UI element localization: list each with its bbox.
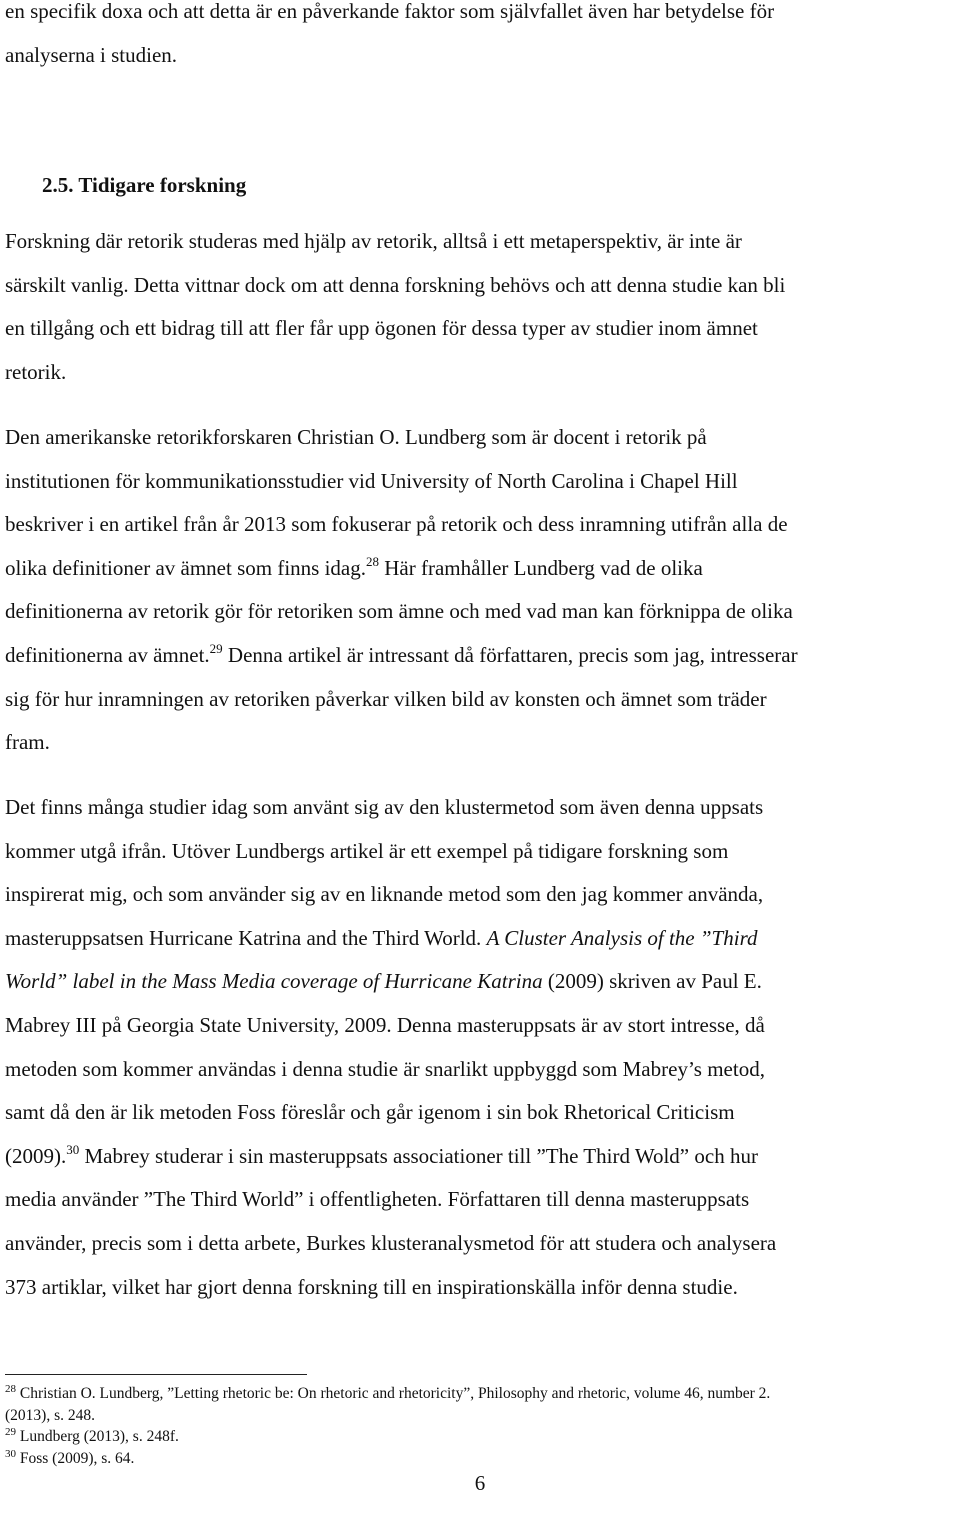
footnote-ref-30[interactable]: 30 — [66, 1141, 80, 1157]
text-span: masteruppsatsen Hurricane Katrina and the Third World. — [5, 925, 487, 950]
footnote-text: Christian O. Lundberg, ”Letting rhetoric be: On rhetoric and rhetoricity”, Philosophy and rhetoric, volume 46, number 2. — [16, 1385, 771, 1402]
text-line: använder, precis som i detta arbete, Burkes klusteranalysmetod för att studera och analysera — [5, 1230, 777, 1255]
page-number: 6 — [474, 1471, 486, 1495]
text-line — [5, 634, 955, 678]
footnote-ref-29[interactable]: 29 — [209, 640, 223, 656]
text-line: metoden som kommer användas i denna studie är snarlikt uppbyggd som Mabrey’s metod, — [5, 1056, 765, 1081]
thesis-title-italic: World” label in the Mass Media coverage of Hurricane Katrina — [5, 969, 543, 994]
text-line — [5, 960, 955, 1004]
text-line: Mabrey III på Georgia State University, 2009. Denna masteruppsats är av stort intresse, då — [5, 1012, 765, 1037]
text-line: definitionerna av retorik gör för retoriken som ämne och med vad man kan förknippa de olika — [5, 599, 793, 624]
text-line: institutionen för kommunikationsstudier vid University of North Carolina i Chapel Hill — [5, 468, 738, 493]
top-paragraph — [5, 0, 955, 77]
text-span: Mabrey studerar i sin masteruppsats associationer till ”The Third Wold” och hur — [79, 1143, 758, 1168]
paragraph-cluster-method — [5, 786, 955, 1309]
text-line: Det finns många studier idag som använt sig av den klustermetod som även denna uppsats — [5, 795, 764, 819]
footnote-text: Foss (2009), s. 64. — [16, 1449, 135, 1467]
footnote-30 — [5, 1448, 955, 1470]
paragraph-prior-research — [5, 220, 955, 394]
footnote-text: Lundberg (2013), s. 248f. — [16, 1428, 179, 1445]
text-line: media använder ”The Third World” i offentligheten. Författaren till denna masteruppsats — [5, 1187, 750, 1212]
paragraph-lundberg — [5, 416, 955, 765]
text-line: en tillgång och ett bidrag till att fler får upp ögonen för dessa typer av studier inom ämnet — [5, 316, 758, 341]
text-line: inspirerat mig, och som använder sig av en liknande metod som den jag kommer använda, — [5, 882, 764, 907]
text-line: sig för hur inramningen av retoriken påverkar vilken bild av konsten och ämnet som träder — [5, 686, 767, 711]
text-line — [5, 1135, 955, 1179]
section-heading: 2.5. Tidigare forskning — [42, 173, 247, 197]
text-line — [5, 547, 955, 591]
footnote-28 — [5, 1383, 955, 1405]
text-line — [5, 917, 955, 961]
text-line: särskilt vanlig. Detta vittnar dock om att denna forskning behövs och att denna studie kan bli — [5, 272, 786, 297]
text-line: 373 artiklar, vilket har gjort denna forskning till en inspirationskälla inför denna studie. — [5, 1274, 738, 1299]
text-line: analyserna i studien. — [5, 42, 178, 67]
text-span: olika definitioner av ämnet som finns idag. — [5, 555, 366, 580]
footnote-ref-28[interactable]: 28 — [366, 553, 379, 569]
footnote-number: 30 — [5, 1447, 16, 1460]
text-line: beskriver i en artikel från år 2013 som fokuserar på retorik och dess inramning utifrån alla de — [5, 512, 788, 537]
text-span: definitionerna av ämnet. — [5, 642, 210, 667]
text-line: kommer utgå ifrån. Utöver Lundbergs artikel är ett exempel på tidigare forskning som — [5, 838, 729, 863]
text-line: Forskning där retorik studeras med hjälp av retorik, alltså i ett metaperspektiv, är inte är — [5, 229, 742, 253]
text-span: (2009) skriven av Paul E. — [542, 969, 762, 994]
footnote-29 — [5, 1426, 955, 1448]
text-span: Denna artikel är intressant då författaren, precis som jag, intresserar — [222, 642, 798, 667]
text-line: Den amerikanske retorikforskaren Christian O. Lundberg som är docent i retorik på — [5, 425, 707, 449]
footnote-separator — [5, 1374, 307, 1375]
footnotes — [5, 1383, 955, 1469]
text-line: fram. — [5, 730, 50, 755]
footnote-text-continued: (2013), s. 248. — [5, 1406, 95, 1424]
text-line: samt då den är lik metoden Foss föreslår och går igenom i sin bok Rhetorical Criticism — [5, 1100, 735, 1125]
text-span: Här framhåller Lundberg vad de olika — [379, 555, 703, 580]
footnote-number: 28 — [5, 1383, 16, 1395]
thesis-title-italic: A Cluster Analysis of the ”Third — [486, 925, 758, 950]
text-line: retorik. — [5, 359, 67, 384]
text-line: en specifik doxa och att detta är en påverkande faktor som självfallet även har betydelse för — [5, 0, 775, 23]
text-span: (2009). — [5, 1143, 67, 1168]
footnote-number: 29 — [5, 1426, 16, 1438]
